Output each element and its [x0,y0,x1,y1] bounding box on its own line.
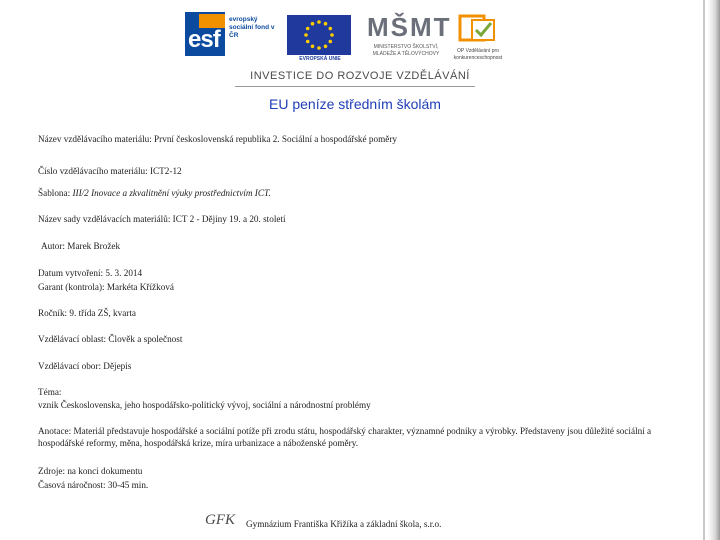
msmt-logo [367,12,452,64]
guarantor: Garant (kontrola): Markéta Křížková [38,282,174,292]
material-number: Číslo vzdělávacího materiálu: ICT2-12 [38,166,182,176]
annotation: Anotace: Materiál představuje hospodářské a sociální potíže při zrodu státu, hospodářský charakter, významné podniky a výrobky. Představeny jsou důležité sociální a hospodářské reformy, měna, hospodářská krize, míra urbanizace a náboženské poměry. [38,426,652,448]
op-logo-icon [458,14,498,44]
investice-heading: INVESTICE DO ROZVOJE VZDĚLÁVÁNÍ [250,70,470,82]
topic-label: Téma: [38,387,62,397]
esf-logo-caption: evropský sociální fond v ČR [229,16,275,39]
created-date: Datum vytvoření: 5. 3. 2014 [38,268,143,278]
investice-divider [235,86,475,87]
msmt-logo-mark: MŠMT [367,12,452,42]
template-value: III/2 Inovace a zkvalitnění výuky prostřednictvím ICT. [72,188,271,198]
template-line [38,187,271,199]
eu-logo [285,12,355,64]
sources: Zdroje: na konci dokumentu [38,466,143,476]
esf-logo [185,12,275,64]
esf-logo-letters: esf [188,26,220,53]
eu-flag-icon [287,15,351,55]
school-logo: GFK [205,512,235,528]
set-name: Název sady vzdělávacích materiálů: ICT 2 - Dějiny 19. a 20. století [38,214,286,224]
template-label: Šablona: [38,188,73,198]
material-name: Název vzdělávacího materiálu: První československá republika 2. Sociální a hospodářské poměry [38,134,397,144]
op-logo [453,12,503,64]
subject-area: Vzdělávací oblast: Člověk a společnost [38,334,183,344]
page-title: EU peníze středním školám [269,96,441,112]
school-name: Gymnázium Františka Křižíka a základní škola, s.r.o. [246,519,442,529]
topic-text: vznik Československa, jeho hospodářsko-politický vývoj, sociální a národnostní problémy [38,400,371,410]
author: Autor: Marek Brožek [41,241,121,251]
grade: Ročník: 9. třída ZŠ, kvarta [38,308,136,318]
op-logo-caption: OP Vzdělávání pro konkurenceschopnost [453,48,503,61]
eu-stars-icon [287,15,351,55]
time-required: Časová náročnost: 30-45 min. [38,480,149,490]
subject: Vzdělávací obor: Dějepis [38,361,132,371]
logo-strip [185,12,505,64]
msmt-logo-caption: MINISTERSTVO ŠKOLSTVÍ, MLÁDEŽE A TĚLOVÝCHOVY [372,44,440,57]
eu-logo-caption: EVROPSKÁ UNIE [299,56,341,62]
